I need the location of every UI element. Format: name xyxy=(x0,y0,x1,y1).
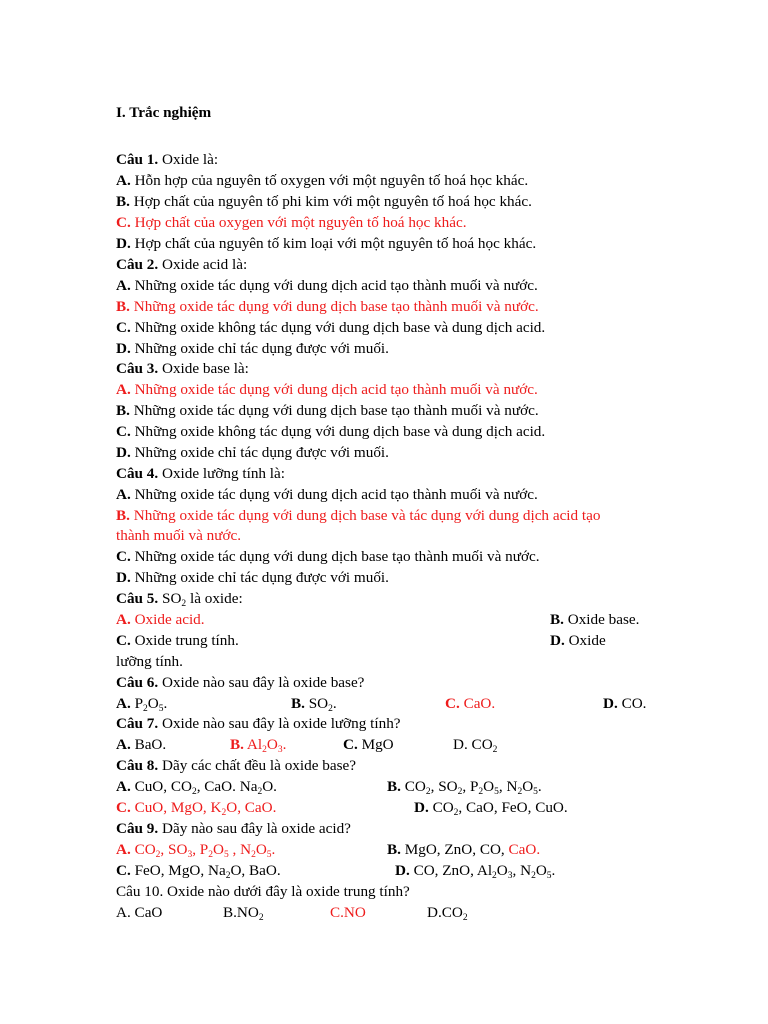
q2-option-c: C. Những oxide không tác dụng với dung dịch base và dung dịch acid. xyxy=(116,319,546,336)
q7-option-b-answer: B. $Al_2O_3$. xyxy=(230,736,287,755)
q5-option-d-cont: lưỡng tính. xyxy=(116,653,183,670)
q6-option-a: A. $P_2O_5$. xyxy=(116,695,168,714)
section-heading: I. Trắc nghiệm xyxy=(116,104,212,121)
question-6: Câu 6. Oxide nào sau đây là oxide base? xyxy=(116,674,365,691)
q10-option-a: A. CaO xyxy=(116,904,163,921)
q1-option-a: A. Hỗn hợp của nguyên tố oxygen với một nguyên tố hoá học khác. xyxy=(116,172,529,189)
q8-option-c-answer: C. CuO, MgO, $K_2O$, CaO. xyxy=(116,799,277,818)
q5-option-a-answer: A. Oxide acid. xyxy=(116,611,205,628)
question-5: Câu 5. $SO_2$ là oxide: xyxy=(116,590,243,609)
question-3: Câu 3. Oxide base là: xyxy=(116,360,249,377)
q5-option-b: B. Oxide base. xyxy=(550,611,640,628)
q9-option-b: B. MgO, ZnO, CO, CaO. xyxy=(387,841,541,858)
q2-option-d: D. Những oxide chỉ tác dụng được với muối. xyxy=(116,340,389,357)
q1-option-c-answer: C. Hợp chất của oxygen với một nguyên tố hoá học khác. xyxy=(116,214,467,231)
q3-option-d: D. Những oxide chỉ tác dụng được với muối. xyxy=(116,444,389,461)
question-8: Câu 8. Dãy các chất đều là oxide base? xyxy=(116,757,356,774)
q9-option-d: D. CO, ZnO, $Al_2O_3$, $N_2O_5$. xyxy=(395,862,556,881)
question-9: Câu 9. Dãy nào sau đây là oxide acid? xyxy=(116,820,351,837)
q1-option-d: D. Hợp chất của nguyên tố kim loại với một nguyên tố hoá học khác. xyxy=(116,235,537,252)
q7-option-d: D. $CO_2$ xyxy=(453,736,498,755)
q4-option-d: D. Những oxide chỉ tác dụng được với muối. xyxy=(116,569,389,586)
question-10: Câu 10. Oxide nào dưới đây là oxide trung tính? xyxy=(116,883,410,900)
q4-option-b-answer: B. Những oxide tác dụng với dung dịch base và tác dụng với dung dịch acid tạo xyxy=(116,507,601,524)
q1-option-b: B. Hợp chất của nguyên tố phi kim với một nguyên tố hoá học khác. xyxy=(116,193,532,210)
q7-option-a: A. BaO. xyxy=(116,736,167,753)
q7-option-c: C. MgO xyxy=(343,736,394,753)
q4-option-c: C. Những oxide tác dụng với dung dịch base tạo thành muối và nước. xyxy=(116,548,540,565)
q9-option-c: C. FeO, MgO, $Na_2O$, BaO. xyxy=(116,862,281,881)
q8-option-b: B. $CO_2$, $SO_2$, $P_2O_5$, $N_2O_5$. xyxy=(387,778,542,797)
q10-option-c-answer: C.NO xyxy=(330,904,366,921)
q8-option-a: A. CuO, $CO_2$, CaO. $Na_2O$. xyxy=(116,778,277,797)
q10-option-b: $B.NO_2$ xyxy=(223,904,264,923)
q9-option-a-answer: A. $CO_2$, $SO_3$, $P_2O_5$ , $N_2O_5$. xyxy=(116,841,276,860)
question-1: Câu 1. Oxide là: xyxy=(116,151,219,168)
question-label: Câu 1. xyxy=(116,151,159,168)
q3-option-b: B. Những oxide tác dụng với dung dịch base tạo thành muối và nước. xyxy=(116,402,539,419)
q2-option-a: A. Những oxide tác dụng với dung dịch acid tạo thành muối và nước. xyxy=(116,277,538,294)
q6-option-c-answer: C. CaO. xyxy=(445,695,496,712)
q5-option-c: C. Oxide trung tính. xyxy=(116,632,239,649)
question-7: Câu 7. Oxide nào sau đây là oxide lưỡng tính? xyxy=(116,715,401,732)
q3-option-c: C. Những oxide không tác dụng với dung dịch base và dung dịch acid. xyxy=(116,423,546,440)
question-2: Câu 2. Oxide acid là: xyxy=(116,256,248,273)
q4-option-a: A. Những oxide tác dụng với dung dịch acid tạo thành muối và nước. xyxy=(116,486,538,503)
q6-option-d: D. CO. xyxy=(603,695,647,712)
q3-option-a-answer: A. Những oxide tác dụng với dung dịch acid tạo thành muối và nước. xyxy=(116,381,538,398)
q5-option-d: D. Oxide xyxy=(550,632,606,649)
q2-option-b-answer: B. Những oxide tác dụng với dung dịch base tạo thành muối và nước. xyxy=(116,298,539,315)
q8-option-d: D. $CO_2$, CaO, FeO, CuO. xyxy=(414,799,568,818)
question-4: Câu 4. Oxide lưỡng tính là: xyxy=(116,465,285,482)
q10-option-d: $D.CO_2$ xyxy=(427,904,468,923)
q4-option-b-answer-cont: thành muối và nước. xyxy=(116,527,242,544)
q6-option-b: B. $SO_2$. xyxy=(291,695,337,714)
